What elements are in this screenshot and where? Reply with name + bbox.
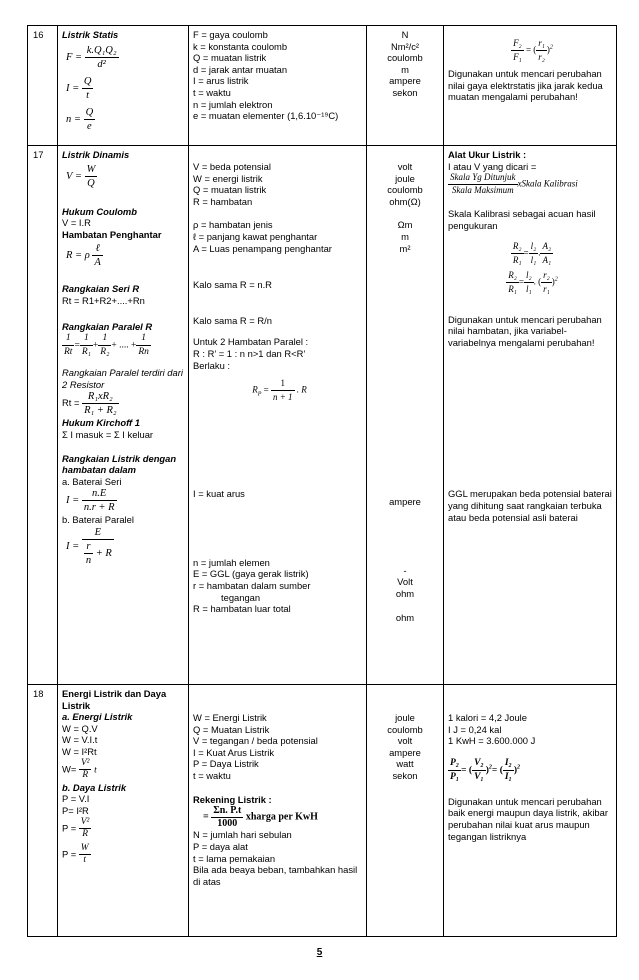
var-line: F = gaya coulomb: [193, 29, 268, 40]
units-cell: [367, 146, 444, 685]
seri-note: Kalo sama R = n.R: [193, 279, 272, 291]
var-line: R = hambatan luar total: [193, 603, 291, 615]
notes-cell: [444, 685, 617, 937]
variables-cell: [189, 26, 367, 146]
coulomb-title: Hukum Coulomb: [62, 205, 137, 217]
meter-title: Alat Ukur Listrik :: [448, 149, 527, 160]
resistance-ratio-1: $\frac{\text{R₂}}{\text{R₁}}$ = $\frac{\text{l₂}}{\text{l₁}}$ . $\frac{\text{A₂}}{\text{A₁}}$: [512, 240, 552, 265]
formula-cell: [58, 146, 189, 685]
var-line: R = hambatan: [193, 195, 253, 207]
formula-two-resistor: Rt = $\frac{\text{R₁xR₂}}{\text{R₁ + R₂}}$: [62, 391, 117, 417]
ggl-note: GGL merupakan beda potensial baterai yang dihitung saat rangkaian terbuka atau beda potensial asli baterai: [448, 488, 612, 523]
ohm-law: V = I.R: [62, 217, 91, 229]
formula-current: I = $\frac{Q}{t}$: [66, 75, 92, 101]
energy-title: a. Energi Listrik: [62, 711, 133, 723]
var-line: r = hambatan dalam sumber: [193, 579, 311, 591]
section-title: Listrik Statis: [62, 29, 119, 40]
formula-battery-parallel: I = E $\frac{r}{n}$ + R: [66, 526, 112, 566]
power-ratio: $\frac{\text{P₂}}{\text{P₁}}$ = ( $\frac{\text{V₂}}{\text{V₁}}$ )$^2$= ( $\frac{\text{I₂}}{\text{I₁}}$ )$^2$: [450, 757, 521, 782]
power-eq: P = V.I: [62, 793, 90, 805]
seri-title: Rangkaian Seri R: [62, 283, 140, 295]
unit: -: [403, 564, 407, 576]
unit: volt: [397, 735, 413, 747]
energy-eq: W = Q.V: [62, 722, 98, 734]
unit: ampere: [389, 496, 421, 508]
unit: watt: [396, 758, 414, 770]
force-ratio-formula: $\frac{\text{F₂}}{\text{F₁}}$ = ( $\frac{\text{r₁}}{\text{r₂}}$ )$^2$: [513, 38, 553, 62]
row-number: 18: [28, 685, 58, 937]
var-line: n = jumlah elektron: [193, 98, 273, 110]
formula-cell: [58, 26, 189, 146]
seri-eq: Rt = R1+R2+....+Rn: [62, 294, 145, 306]
conversion: I J = 0,24 kal: [448, 723, 502, 735]
var-line: A = Luas penampang penghantar: [193, 242, 332, 254]
note-text: Digunakan untuk mencari perubahan nilai hambatan, jika variabel-variabelnya mengalami perubahan!: [448, 313, 602, 348]
formula-table: [27, 25, 617, 937]
current-note: I = kuat arus: [193, 488, 245, 500]
unit: joule: [395, 712, 415, 723]
calibration-note: Skala Kalibrasi sebagai acuan hasil pengukuran: [448, 208, 596, 231]
table-row: [28, 146, 617, 685]
section-title: Energi Listrik dan Daya Listrik: [62, 688, 167, 711]
var-line: k = konstanta coulomb: [193, 40, 288, 52]
conversion: 1 KwH = 3.600.000 J: [448, 735, 536, 747]
row-number: 16: [28, 26, 58, 146]
note-text: Digunakan untuk mencari perubahan nilai gaya elektrstatis jika jarak kedua muatan mengalami perubahan!: [448, 68, 603, 103]
units-cell: [367, 26, 444, 146]
circuit-title: Rangkaian Listrik dengan hambatan dalam: [62, 452, 177, 476]
unit: N: [401, 29, 409, 40]
unit: ohm: [395, 611, 415, 623]
var-line: tegangan: [221, 591, 261, 603]
unit: sekon: [392, 86, 418, 98]
var-line: Q = Muatan Listrik: [193, 723, 270, 735]
paralel-note: Kalo sama R = R/n: [193, 314, 272, 326]
unit: m: [401, 230, 409, 242]
formula-electron-count: n = $\frac{Q}{e}$: [66, 106, 94, 132]
section-title: Listrik Dinamis: [62, 149, 130, 160]
note-text: Digunakan untuk mencari perubahan baik energi maupun daya listrik, akibar perubahan nilai kuat arus maupun tegangan listriknya: [448, 795, 608, 842]
two-parallel-note: Berlaku :: [193, 359, 230, 371]
unit: ampere: [389, 746, 421, 758]
power-frac: P = $\frac{W}{t}$: [62, 842, 89, 866]
power-title: b. Daya Listrik: [62, 781, 127, 793]
meter-line: I atau V yang dicari =: [448, 160, 537, 172]
two-parallel-note: Untuk 2 Hambatan Paralel :: [193, 336, 309, 348]
unit: ohm: [395, 587, 415, 599]
unit: coulomb: [387, 52, 423, 64]
var-line: I = Kuat Arus Listrik: [193, 746, 275, 758]
two-resistor-label: Rangkaian Paralel terdiri dari 2 Resistor: [62, 367, 183, 390]
variables-cell: [189, 146, 367, 685]
var-line: E = GGL (gaya gerak listrik): [193, 568, 309, 580]
var-line: V = beda potensial: [193, 161, 271, 172]
unit: volt: [397, 161, 413, 172]
conversion: 1 kalori = 4,2 Joule: [448, 712, 527, 723]
formula-cell: [58, 685, 189, 937]
energy-frac: W= $\frac{\text{V²}}{R}$ t: [62, 757, 97, 781]
kirchoff-title: Hukum Kirchoff 1: [62, 417, 140, 429]
units-cell: [367, 685, 444, 937]
table-row: [28, 685, 617, 937]
power-eq: P= I²R: [62, 804, 89, 816]
var-line: Bila ada beaya beban, tambahkan hasil di atas: [193, 864, 358, 887]
table-row: [28, 26, 617, 146]
unit: m²: [399, 242, 411, 254]
formula-potential: V = $\frac{W}{Q}$: [66, 163, 96, 189]
unit: Volt: [397, 576, 413, 588]
page-number: 5: [316, 947, 323, 958]
unit: ampere: [389, 75, 421, 87]
formula-coulomb-force: F = $\frac{\text{k.Q₁Q₂}}{\text{d²}}$: [66, 44, 117, 70]
var-line: d = jarak antar muatan: [193, 63, 288, 75]
unit: ohm(Ω): [389, 195, 421, 207]
var-line: W = energi listrik: [193, 172, 263, 184]
var-line: t = waktu: [193, 769, 231, 781]
unit: m: [401, 63, 409, 75]
unit: joule: [395, 172, 415, 184]
unit: coulomb: [387, 723, 423, 735]
energy-eq: W = I²Rt: [62, 745, 97, 757]
billing-title: Rekening Listrik :: [193, 793, 272, 805]
notes-cell: [444, 26, 617, 146]
kirchoff-eq: Σ I masuk = Σ I keluar: [62, 428, 154, 440]
var-line: N = jumlah hari sebulan: [193, 829, 292, 841]
notes-cell: [444, 146, 617, 685]
var-line: Q = muatan listrik: [193, 52, 267, 64]
meter-formula: $\frac{\text{Skala Yg Ditunjuk}}{\text{Skala Maksimum}}$ xSkala Kalibrasi: [450, 172, 578, 195]
row-number: 17: [28, 146, 58, 685]
var-line: t = lama pemakaian: [193, 852, 276, 864]
var-line: ℓ = panjang kawat penghantar: [193, 230, 318, 242]
battery-series-label: a. Baterai Seri: [62, 475, 122, 487]
var-line: V = tegangan / beda potensial: [193, 735, 318, 747]
energy-eq: W = V.I.t: [62, 734, 98, 746]
var-line: t = waktu: [193, 86, 231, 98]
unit: sekon: [392, 769, 418, 781]
var-line: P = daya alat: [193, 840, 248, 852]
var-line: e = muatan elementer (1,6.10⁻¹⁹C): [193, 110, 339, 122]
formula-resistance: R = ρ $\frac{\text{ℓ}}{A}$: [66, 243, 101, 269]
var-line: W = Energi Listrik: [193, 712, 267, 723]
unit: Ωm: [397, 219, 413, 231]
resistance-ratio-2: $\frac{\text{R₂}}{\text{R₁}}$ = $\frac{\text{l₂}}{\text{l₁}}$ . ( $\frac{\text{r₂}}{\text{r₁}}$ )$^2$: [508, 269, 558, 294]
var-line: P = Daya Listrik: [193, 758, 259, 770]
billing-formula: = $\frac{\Sigma n. P.t}{1000}$ xharga per KwH: [203, 805, 318, 829]
var-line: n = jumlah elemen: [193, 556, 270, 568]
unit: coulomb: [387, 184, 423, 196]
var-line: ρ = hambatan jenis: [193, 219, 273, 231]
formula-battery-series: I = $\frac{n.E}{n.r + R}$: [66, 488, 115, 514]
power-frac: P = $\frac{\text{V²}}{R}$: [62, 816, 90, 840]
hambatan-title: Hambatan Penghantar: [62, 228, 162, 240]
var-line: I = arus listrik: [193, 75, 249, 87]
two-parallel-note: R : R’ = 1 : n n>1 dan R<R’: [193, 347, 306, 359]
paralel-title: Rangkaian Paralel R: [62, 320, 153, 332]
battery-parallel-label: b. Baterai Paralel: [62, 514, 134, 526]
formula-parallel: $\frac{1}{Rt}$ = $\frac{1}{\text{R₁}}$ + $\frac{1}{\text{R₂}}$ + .... + $\frac{1}{Rn}$: [64, 333, 149, 358]
formula-rp: $R_P$ = $\frac{1}{n + 1}$ . R: [252, 378, 307, 403]
unit: Nm²/c²: [390, 40, 420, 52]
var-line: Q = muatan listrik: [193, 184, 267, 196]
variables-cell: [189, 685, 367, 937]
